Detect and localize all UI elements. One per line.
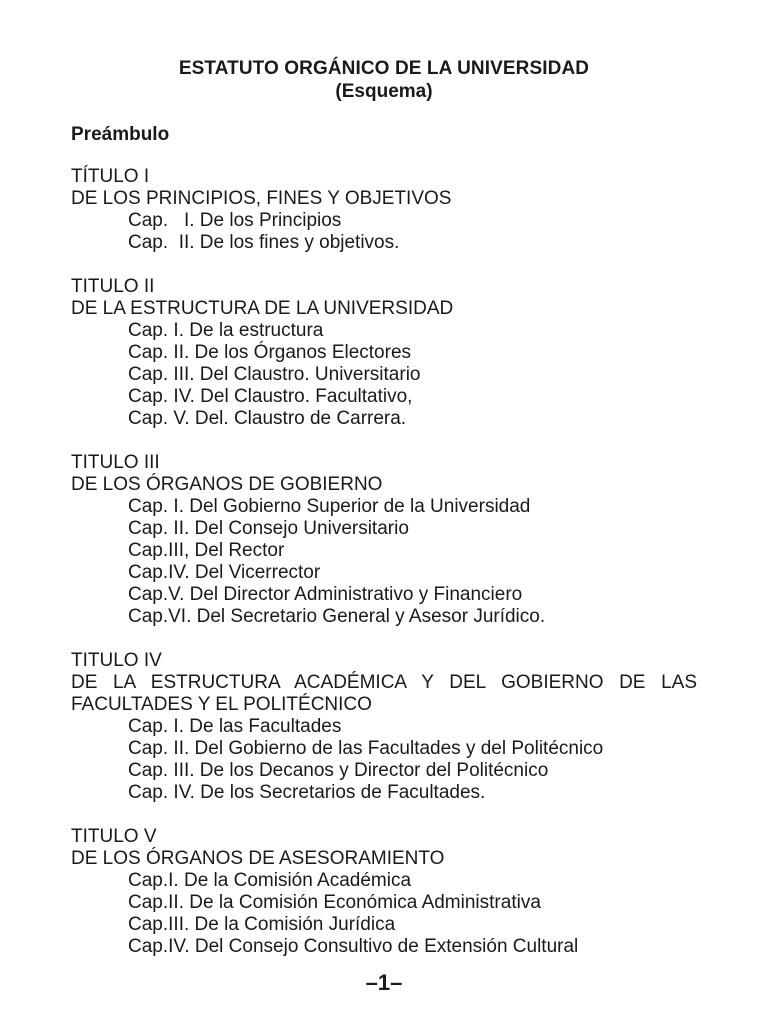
- toc-section: [71, 452, 697, 628]
- chapter-item: Cap. II. De los fines y objetivos.: [128, 232, 400, 253]
- toc-section: [71, 826, 697, 958]
- chapter-item: Cap. II. De los Órganos Electores: [128, 342, 412, 363]
- chapter-item: Cap.III, Del Rector: [128, 540, 285, 561]
- toc-section: [71, 276, 697, 430]
- chapter-item: Cap.I. De la Comisión Académica: [128, 870, 412, 891]
- chapter-item: Cap.V. Del Director Administrativo y Financiero: [128, 584, 523, 605]
- chapter-item: Cap. III. Del Claustro. Universitario: [128, 364, 421, 385]
- document-subtitle: (Esquema): [335, 81, 433, 102]
- chapter-item: Cap. I. De los Principios: [128, 210, 342, 231]
- chapter-item: Cap. II. Del Gobierno de las Facultades y del Politécnico: [128, 738, 604, 759]
- chapter-item: Cap. V. Del. Claustro de Carrera.: [128, 408, 407, 429]
- table-of-contents: [71, 166, 697, 980]
- toc-section: [71, 166, 697, 254]
- section-name: DE LA ESTRUCTURA ACADÉMICA Y DEL GOBIERNO DE LAS FACULTADES Y EL POLITÉCNICO: [71, 672, 697, 715]
- section-number: TITULO III: [71, 452, 160, 473]
- page-number: –1–: [365, 970, 403, 995]
- section-name: DE LA ESTRUCTURA DE LA UNIVERSIDAD: [71, 298, 454, 319]
- toc-section: [71, 650, 697, 804]
- section-number: TITULO IV: [71, 650, 162, 671]
- chapter-item: Cap.VI. Del Secretario General y Asesor Jurídico.: [128, 606, 546, 627]
- chapter-item: Cap.IV. Del Vicerrector: [128, 562, 321, 583]
- chapter-item: Cap. IV. De los Secretarios de Facultades.: [128, 782, 486, 803]
- chapter-item: Cap.III. De la Comisión Jurídica: [128, 914, 396, 935]
- chapter-item: Cap. II. Del Consejo Universitario: [128, 518, 409, 539]
- section-number: TITULO V: [71, 826, 157, 847]
- section-number: TÍTULO I: [71, 166, 150, 187]
- section-name: DE LOS ÓRGANOS DE GOBIERNO: [71, 474, 383, 495]
- chapter-item: Cap.II. De la Comisión Económica Administrativa: [128, 892, 541, 913]
- chapter-item: Cap.IV. Del Consejo Consultivo de Extensión Cultural: [128, 936, 579, 957]
- chapter-item: Cap. I. De la estructura: [128, 320, 324, 341]
- document-title: ESTATUTO ORGÁNICO DE LA UNIVERSIDAD: [178, 58, 590, 79]
- section-number: TITULO II: [71, 276, 155, 297]
- preamble-heading: Preámbulo: [71, 124, 170, 145]
- chapter-item: Cap. I. Del Gobierno Superior de la Universidad: [128, 496, 531, 517]
- chapter-item: Cap. I. De las Facultades: [128, 716, 342, 737]
- chapter-item: Cap. IV. Del Claustro. Facultativo,: [128, 386, 413, 407]
- chapter-item: Cap. III. De los Decanos y Director del Politécnico: [128, 760, 549, 781]
- section-name: DE LOS ÓRGANOS DE ASESORAMIENTO: [71, 848, 445, 869]
- section-name: DE LOS PRINCIPIOS, FINES Y OBJETIVOS: [71, 188, 452, 209]
